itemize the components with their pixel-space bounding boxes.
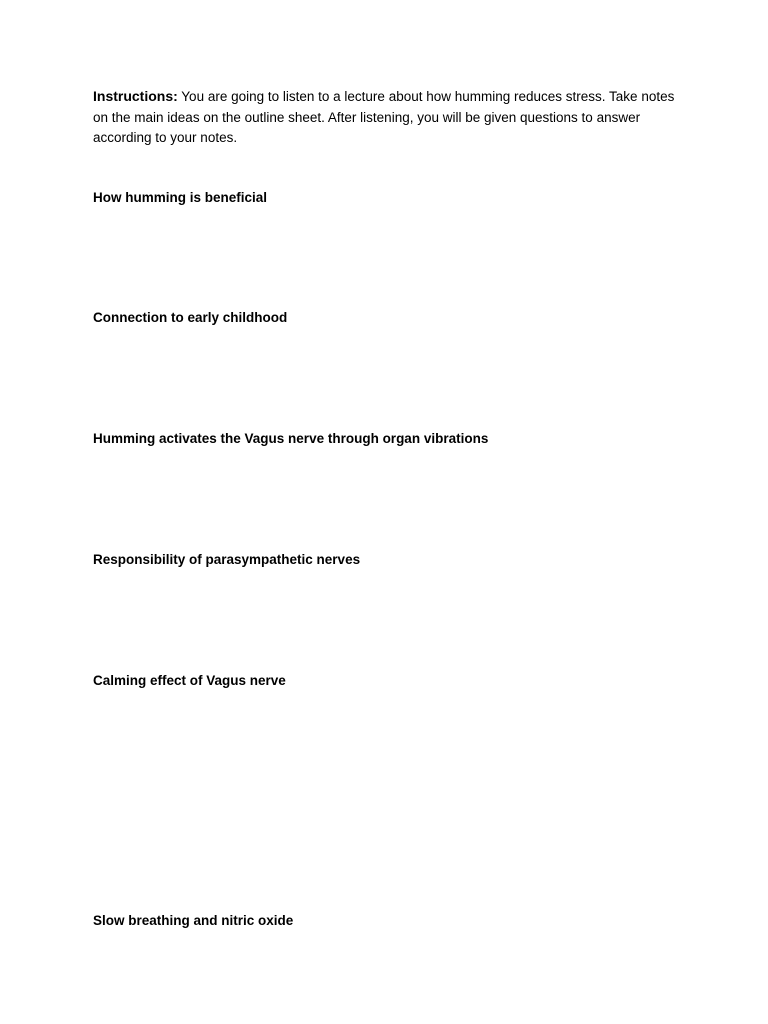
section-heading-calming-effect: Calming effect of Vagus nerve	[93, 673, 286, 688]
instructions-label: Instructions:	[93, 88, 178, 104]
section-heading-parasympathetic: Responsibility of parasympathetic nerves	[93, 552, 361, 567]
section-heading-vagus-activation: Humming activates the Vagus nerve through organ vibrations	[93, 431, 489, 446]
section-heading-humming-benefits: How humming is beneficial	[93, 190, 268, 205]
section-heading-nitric-oxide: Slow breathing and nitric oxide	[93, 913, 294, 928]
instructions-text: You are going to listen to a lecture about how humming reduces stress. Take notes on the main ideas on the outline sheet. After listening, you will be given questions to answer according to your notes.	[93, 89, 675, 145]
instructions-paragraph	[93, 86, 678, 149]
section-heading-early-childhood: Connection to early childhood	[93, 310, 288, 325]
